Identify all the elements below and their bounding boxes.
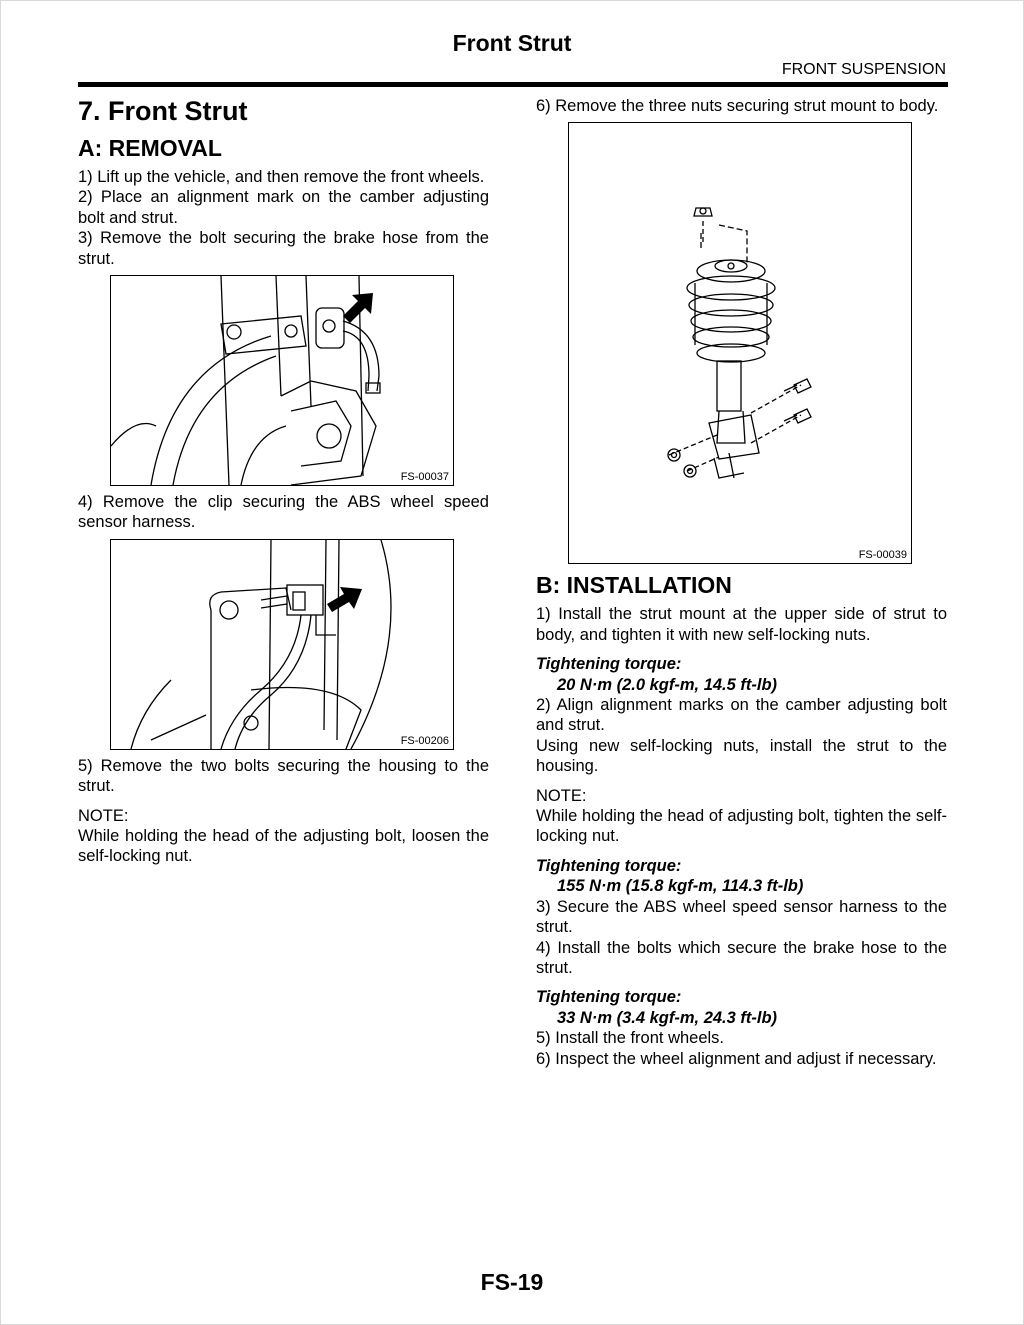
removal-step-2: 2) Place an alignment mark on the camber adjusting bolt and strut. <box>78 188 489 227</box>
figure-id: FS-00039 <box>858 549 907 562</box>
figure-id: FS-00206 <box>400 734 449 747</box>
installation-step-2b: Using new self-locking nuts, install the strut to the housing. <box>536 736 947 776</box>
removal-step-5: 5) Remove the two bolts securing the housing to the strut. <box>78 756 489 796</box>
torque-label: Tightening torque: <box>536 856 682 875</box>
figure-abs-harness-clip <box>110 539 454 750</box>
pointer-arrow-icon <box>327 587 362 612</box>
page-number: FS-19 <box>480 1269 544 1295</box>
torque-value: 20 N·m (2.0 kgf-m, 14.5 ft-lb) <box>557 675 778 694</box>
page-header-title: Front Strut <box>452 30 572 56</box>
header-rule <box>78 82 948 87</box>
installation-note-text: While holding the head of adjusting bolt, tighten the self-locking nut. <box>536 807 947 846</box>
removal-heading: A: REMOVAL <box>78 135 222 161</box>
page-header-section: FRONT SUSPENSION <box>781 61 946 78</box>
installation-step-6: 6) Inspect the wheel alignment and adjust if necessary. <box>536 1049 937 1068</box>
torque-value: 155 N·m (15.8 kgf-m, 114.3 ft-lb) <box>557 877 804 896</box>
brake-hose-illustration <box>111 276 453 485</box>
left-column <box>78 96 489 867</box>
removal-step-6: 6) Remove the three nuts securing strut mount to body. <box>536 97 939 115</box>
installation-step-4: 4) Install the bolts which secure the brake hose to the strut. <box>536 938 947 977</box>
installation-step-5: 5) Install the front wheels. <box>536 1029 725 1048</box>
figure-brake-hose-bolt <box>110 275 454 486</box>
installation-heading: B: INSTALLATION <box>536 572 732 599</box>
section-heading: 7. Front Strut <box>78 96 248 126</box>
removal-step-1: 1) Lift up the vehicle, and then remove the front wheels. <box>78 168 485 186</box>
installation-note-label: NOTE: <box>536 786 587 805</box>
removal-note-label: NOTE: <box>78 806 129 825</box>
removal-note-text: While holding the head of the adjusting bolt, loosen the self-locking nut. <box>78 827 489 866</box>
figure-strut-assembly <box>568 122 912 564</box>
installation-step-3: 3) Secure the ABS wheel speed sensor harness to the strut. <box>536 897 947 937</box>
installation-step-2: 2) Align alignment marks on the camber adjusting bolt and strut. <box>536 696 947 735</box>
abs-harness-illustration <box>111 540 453 749</box>
figure-id: FS-00037 <box>400 471 449 484</box>
removal-step-3: 3) Remove the bolt securing the brake hose from the strut. <box>78 229 489 268</box>
removal-step-4: 4) Remove the clip securing the ABS wheel speed sensor harness. <box>78 493 489 532</box>
torque-label: Tightening torque: <box>536 988 682 1007</box>
strut-assembly-illustration <box>569 123 911 563</box>
torque-value: 33 N·m (3.4 kgf-m, 24.3 ft-lb) <box>557 1008 778 1027</box>
installation-step-1: 1) Install the strut mount at the upper side of strut to body, and tighten it with new self-locking nuts. <box>536 605 947 644</box>
pointer-arrow-icon <box>343 293 373 323</box>
right-column <box>536 96 947 1069</box>
torque-label: Tightening torque: <box>536 655 682 674</box>
